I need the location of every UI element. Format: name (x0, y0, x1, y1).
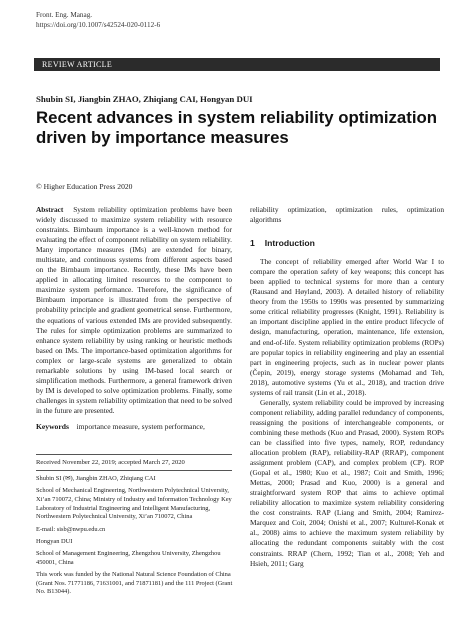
journal-name: Front. Eng. Manag. (36, 11, 93, 19)
footnote-divider-bottom (36, 470, 232, 471)
article-title: Recent advances in system reliability optimization driven by importance measures (36, 108, 438, 147)
right-column (250, 205, 444, 569)
received-dates: Received November 22, 2019; accepted March 27, 2020 (36, 459, 185, 466)
left-column (36, 205, 232, 432)
intro-paragraph-1: The concept of reliability emerged after World War I to compare the operation safety of key weapons; this concept has been applied to technical systems for more than a century (Rausand and Høyland, 2003). A detailed history of reliability theory from the 1950s to 1990s was presented by summarizing some critical reliability progresses (Knight, 1991). Reliability is an important discipline applied in the entire product lifecycle of design, manufacturing, operation, maintenance, life extension, and end-of-life. System reliability optimization problems (ROPs) are popular topics in reliability engineering and play an essential part in engineering projects, such as in nuclear power plants (Čepin, 2019), energy storage systems (Mohamad and Teh, 2018), automotive systems (Yu et al., 2018), and traction drive systems of rail transit (Lin et al., 2018). (250, 257, 444, 397)
keywords-text: importance measure, system performance, (76, 421, 205, 431)
article-type-label: REVIEW ARTICLE (42, 60, 113, 69)
contact-email[interactable]: E-mail: sisb@nwpu.edu.cn (36, 525, 106, 533)
author-list: Shubin SI, Jiangbin ZHAO, Zhiqiang CAI, Hongyan DUI (36, 94, 253, 104)
abstract-text: System reliability optimization problems have been widely discussed to maximize system reliability with resource constraints. Birnbaum importance is a well-known method for evaluating the effect of component reliability on system reliability. Many importance measures (IMs) are extended for binary, multistate, and continuous systems from different aspects based on the Birnbaum importance. Recently, these IMs have been applied in allocating limited resources to the component to maximize system performance. Therefore, the significance of Birnbaum importance is illustrated from the perspective of probability principle and gradient geometrical sense. Furthermore, the equations of various extended IMs are provided subsequently. The rules for simple optimization problems are summarized to enhance system reliability by using ranking or heuristic methods based on IMs. The importance-based optimization algorithms for complex or large-scale systems are generalized to obtain remarkable solutions by using IM-based local search or simplification methods. Furthermore, a general framework driven by IM is developed to solve optimization problems. Finally, some challenges in system reliability optimization that need to be solved in the future are presented. (36, 205, 232, 415)
doi-link[interactable]: https://doi.org/10.1007/s42524-020-0112-6 (36, 21, 161, 29)
section-title-text: Introduction (264, 238, 315, 249)
affiliation-address-1: School of Mechanical Engineering, Northwestern Polytechnical University, Xi’an 710072, China; Ministry of Industry and Information Technology Key Laboratory of Industrial Engineering and Intelligent Manufacturing, Northwestern Polytechnical University, Xi’an 710072, China (36, 487, 232, 521)
affiliation-authors-1: Shubin SI (✉), Jiangbin ZHAO, Zhiqiang CAI (36, 475, 156, 482)
funding-note: This work was funded by the National Natural Science Foundation of China (Grant Nos. 71771186, 71631001, and 71871181) and the 111 Project (Grant No. B13044). (36, 570, 233, 596)
affiliation-address-2: School of Management Engineering, Zhengzhou University, Zhengzhou 450001, China (36, 549, 221, 566)
keywords-block (36, 422, 232, 432)
intro-paragraph-2: Generally, system reliability could be improved by increasing component reliability, adding parallel redundancy of components, reassigning the positions of interchangeable components, or combining these methods (Kuo and Prasad, 2000). System ROPs can be classified into five types, namely, ROP, redundancy allocation problem (RAP), reliability-RAP (RRAP), component assignment problem (CAP), and complex problem (CP). ROP (Gopal et al., 1980; Kuo et al., 1987; Coit and Smith, 1996; Mettas, 2000; Prasad and Kuo, 2000) is a general and straightforward system ROP that aims to achieve optimal reliability allocation to maximize system reliability considering the cost constraints. RAP (Liang and Smith, 2004; Ramirez-Marquez and Coit, 2004; Onishi et al., 2007; Kulturel-Konak et al., 2008) aims to achieve the maximum system reliability by allocating the redundant components suitably with the cost constraints. RRAP (Chern, 1992; Tian et al., 2008; Yeh and Hsieh, 2011; Garg (250, 397, 444, 568)
section-number: 1 (250, 238, 255, 249)
affiliations-block (36, 475, 234, 600)
keywords-continued: reliability optimization, optimization rules, optimization algorithms (250, 205, 444, 225)
journal-header (36, 10, 160, 30)
copyright-notice: © Higher Education Press 2020 (36, 182, 133, 191)
footnote-divider-top (36, 454, 232, 455)
affiliation-authors-2: Hongyan DUI (36, 537, 73, 545)
article-type-banner (34, 58, 440, 71)
abstract-label: Abstract (36, 205, 64, 214)
abstract-block (36, 205, 232, 416)
keywords-label: Keywords (36, 421, 69, 431)
section-heading-introduction (250, 238, 444, 248)
